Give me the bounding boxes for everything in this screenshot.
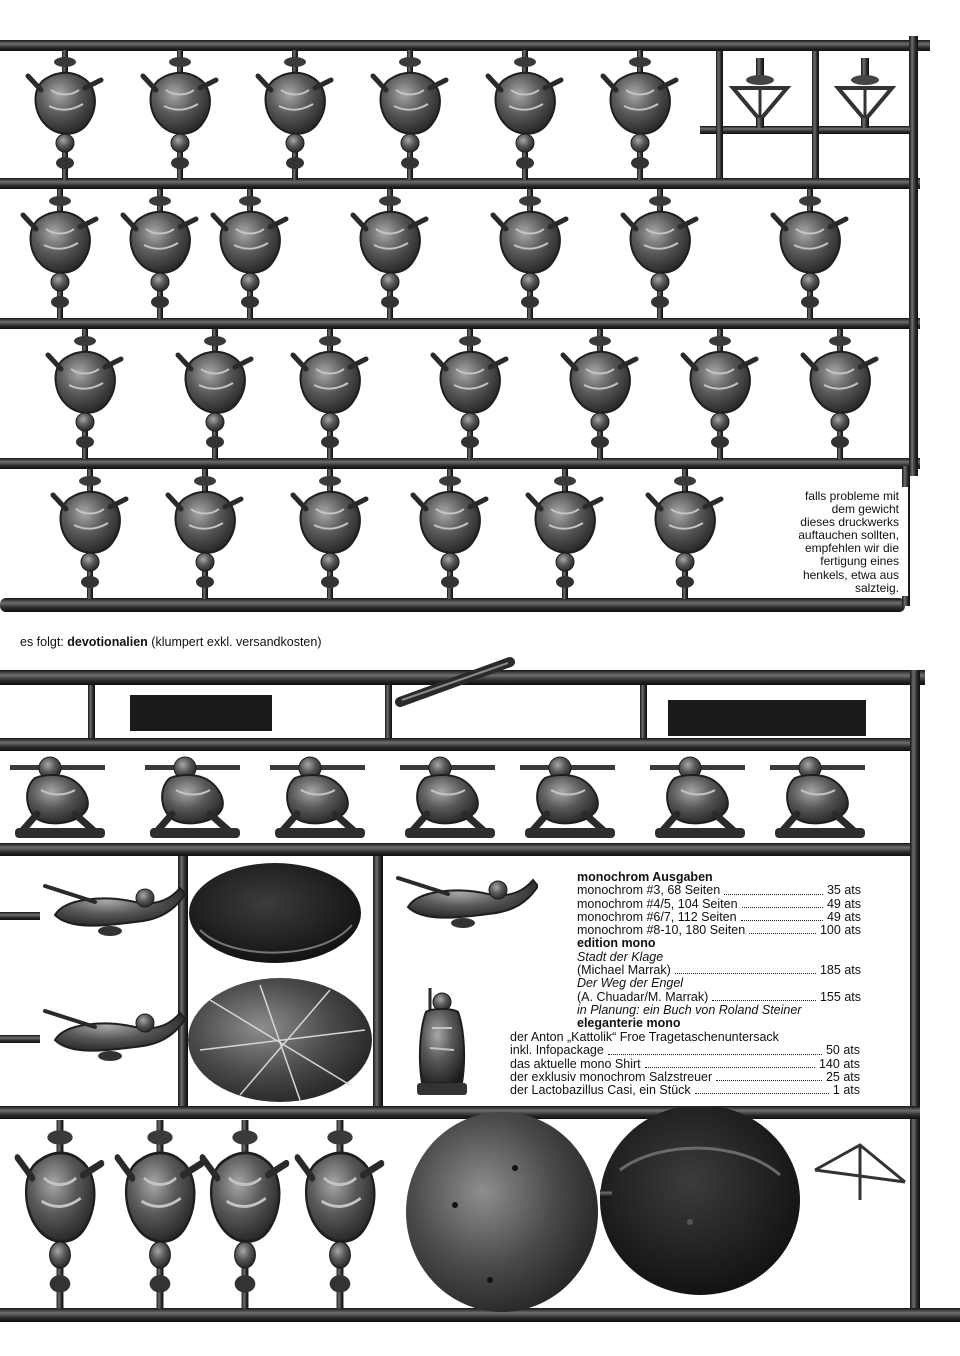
disc-part [189, 863, 361, 963]
item-label: monochrom #6/7, 112 Seiten [577, 909, 737, 924]
soldier-figure [202, 1120, 286, 1309]
sprue-runner [0, 1035, 40, 1043]
side-note-line: falls probleme mit [804, 489, 899, 503]
sprue-runner [0, 1106, 920, 1119]
soldier-figure [258, 50, 331, 180]
sprue-runner [0, 458, 920, 469]
side-note-line: salzteig. [854, 580, 899, 595]
disc-part [600, 1105, 800, 1295]
item-price: 155 ats [819, 989, 861, 1004]
price-row [510, 1058, 860, 1071]
soldier-figure [683, 329, 756, 459]
soldier-figure [10, 757, 105, 838]
soldier-figure [353, 189, 426, 319]
soldier-figure [603, 50, 676, 180]
item-price: 50 ats [825, 1043, 860, 1058]
disc-hole [512, 1165, 518, 1171]
soldier-figure [413, 469, 486, 599]
soldier-figure [803, 329, 876, 459]
sprue-block [130, 695, 272, 731]
soldier-figure [297, 1120, 381, 1309]
item-price: 49 ats [826, 909, 861, 924]
item-label: (A. Chuadar/M. Marrak) [577, 989, 709, 1004]
dot-leader [742, 907, 823, 908]
soldier-figure [123, 189, 196, 319]
soldier-figure [270, 757, 365, 838]
sprue-runner [385, 685, 392, 740]
dot-leader [741, 920, 823, 921]
item-price: 25 ats [825, 1069, 860, 1084]
dot-leader [716, 1080, 822, 1081]
price-row [577, 964, 861, 977]
price-row [577, 898, 861, 911]
sprue-runner [0, 318, 920, 329]
side-note-line: dieses druckwerks [800, 515, 899, 530]
sprue-runner [0, 843, 920, 856]
sprue-runner [716, 51, 723, 178]
book-title: Stadt der Klage [577, 949, 664, 964]
soldier-figure [45, 886, 185, 936]
dot-leader [695, 1093, 829, 1094]
soldier-figure [168, 469, 241, 599]
soldier-figure [400, 757, 495, 838]
soldier-figure [417, 988, 467, 1095]
soldier-figure [23, 189, 96, 319]
disc-hole [687, 1219, 693, 1225]
section-title-monochrom: monochrom Ausgaben [577, 870, 713, 884]
soldier-figure [17, 1120, 101, 1309]
intro-highlight: devotionalien [67, 635, 148, 649]
sprue-runner [910, 670, 920, 1320]
section-title-edition: edition mono [577, 936, 656, 951]
soldier-figure [373, 50, 446, 180]
item-intro: der Anton „Kattolik“ Froe Tragetaschenuntersack [510, 1030, 779, 1044]
sprue-runner [88, 685, 95, 740]
dot-leader [724, 894, 823, 895]
disc-part [406, 1112, 598, 1312]
price-row [510, 1044, 860, 1057]
soldier-figure [650, 757, 745, 838]
dot-leader [608, 1054, 822, 1055]
item-label: der exklusiv monochrom Salzstreuer [510, 1069, 713, 1084]
side-note-line: auftauchen sollten, [798, 528, 899, 543]
dot-leader [712, 1000, 816, 1001]
sprue-runner [0, 40, 930, 51]
item-label: das aktuelle mono Shirt [510, 1056, 641, 1071]
item-price: 185 ats [819, 963, 861, 978]
soldier-figure [563, 329, 636, 459]
side-note-line: dem gewicht [831, 502, 899, 517]
disc-hole [487, 1277, 493, 1283]
soldier-figure [28, 50, 101, 180]
sprue-runner [0, 738, 920, 751]
soldier-figure [528, 469, 601, 599]
section-title-eleganterie: eleganterie mono [577, 1016, 681, 1031]
soldier-figure [117, 1120, 201, 1309]
disc-hole [452, 1202, 458, 1208]
sprue-runner [600, 1190, 612, 1198]
dot-leader [749, 933, 816, 934]
price-row [577, 924, 861, 937]
soldier-figure [178, 329, 251, 459]
soldier-figure [45, 1011, 185, 1061]
item-price: 140 ats [818, 1056, 860, 1071]
sprue-runner [0, 912, 40, 920]
soldier-figure [48, 329, 121, 459]
soldier-figure [648, 469, 721, 599]
item-price: 49 ats [826, 896, 861, 911]
intro-prefix: es folgt: [20, 635, 68, 649]
intro-suffix: (klumpert exkl. versandkosten) [147, 635, 322, 649]
soldier-figure [213, 189, 286, 319]
soldier-figure [398, 878, 538, 928]
side-note [772, 490, 899, 595]
item-price: 35 ats [826, 883, 861, 898]
soldier-figure [493, 189, 566, 319]
price-row [510, 1084, 860, 1097]
item-label: (Michael Marrak) [577, 963, 671, 978]
item-label: inkl. Infopackage [510, 1043, 604, 1058]
soldier-figure [520, 757, 615, 838]
side-note-line: empfehlen wir die [804, 541, 899, 556]
soldier-figure [53, 469, 126, 599]
soldier-figure [770, 757, 865, 838]
item-price: 100 ats [819, 923, 861, 938]
item-label: der Lactobazillus Casi, ein Stück [510, 1083, 691, 1098]
soldier-figure [293, 329, 366, 459]
sprue-block [668, 700, 866, 736]
sprue-runner [0, 1308, 960, 1322]
soldier-figure [293, 469, 366, 599]
price-row [577, 911, 861, 924]
triangle-part [838, 58, 892, 128]
side-note-line: fertigung eines [820, 554, 899, 569]
soldier-figure [488, 50, 561, 180]
dot-leader [645, 1067, 815, 1068]
sprue-runner [0, 598, 905, 612]
soldier-figure [143, 50, 216, 180]
sprue-runner [0, 178, 920, 189]
soldier-figure [623, 189, 696, 319]
price-list-lower [510, 1031, 860, 1097]
price-list-upper [577, 871, 861, 1031]
sprue-runner [812, 51, 819, 178]
price-row [577, 991, 861, 1004]
item-label: monochrom #3, 68 Seiten [577, 883, 721, 898]
item-label: monochrom #4/5, 104 Seiten [577, 896, 738, 911]
sprue-runner [909, 36, 918, 476]
intro-line [20, 635, 322, 650]
soldier-figure [433, 329, 506, 459]
soldier-figure [145, 757, 240, 838]
price-row [577, 884, 861, 897]
side-note-line: henkels, etwa aus [802, 567, 899, 582]
sprue-runner [373, 856, 383, 1110]
book-title: Der Weg der Engel [577, 976, 684, 991]
planning-note: in Planung: ein Buch von Roland Steiner [577, 1002, 802, 1017]
triangle-part [733, 58, 787, 128]
sprue-runner [640, 685, 647, 740]
item-label: monochrom #8-10, 180 Seiten [577, 923, 746, 938]
item-price: 1 ats [832, 1083, 860, 1098]
sprue-runner [700, 126, 910, 134]
soldier-figure [773, 189, 846, 319]
triangle-part [815, 1145, 905, 1200]
dot-leader [675, 973, 816, 974]
price-row [510, 1071, 860, 1084]
